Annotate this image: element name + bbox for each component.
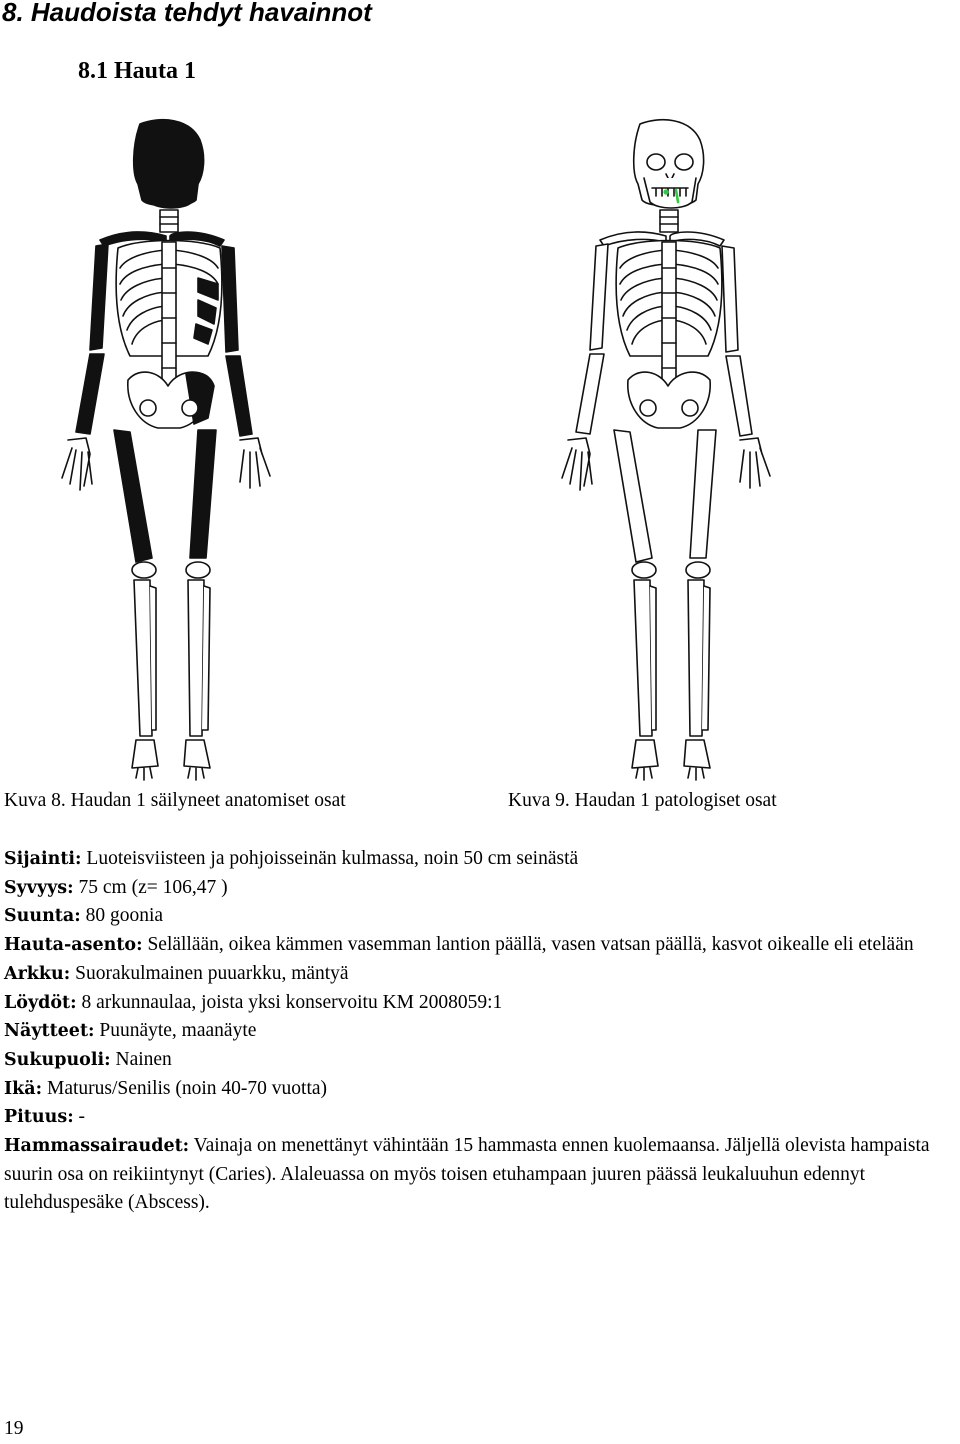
field-location: [4, 845, 960, 874]
field-label: Sijainti:: [4, 849, 82, 869]
field-label: Arkku:: [4, 963, 71, 984]
humerus-bone: [222, 246, 238, 352]
field-coffin: [4, 960, 960, 989]
humerus-bone: [90, 244, 108, 350]
forearm-bone: [76, 354, 104, 434]
forearm-bone: [576, 354, 604, 434]
femur-bone: [614, 430, 652, 562]
tibia-bone: [188, 580, 204, 736]
field-height: [4, 1103, 960, 1132]
foot-bones: [632, 740, 658, 780]
field-value: Maturus/Senilis (noin 40-70 vuotta): [42, 1077, 328, 1099]
field-value: Nainen: [110, 1048, 172, 1070]
field-value: 75 cm (z= 106,47 ): [73, 876, 228, 898]
field-depth: [4, 874, 960, 903]
hand-bones: [562, 438, 592, 490]
humerus-bone: [722, 246, 738, 352]
hand-bones: [240, 438, 270, 488]
field-label: Hauta-asento:: [4, 935, 143, 956]
field-value: 8 arkunnaulaa, joista yksi konservoitu KM 2008059:1: [76, 991, 503, 1013]
caries-mark: [664, 190, 668, 194]
femur-bone: [690, 430, 716, 558]
field-label: Näytteet:: [4, 1021, 95, 1042]
figure-caption-pathology: Kuva 9. Haudan 1 patologiset osat: [508, 790, 777, 811]
mandible-bone: [644, 178, 696, 208]
burial-info: [4, 845, 960, 1218]
figure-caption-preserved: Kuva 8. Haudan 1 säilyneet anatomiset osat: [4, 790, 346, 811]
section-title: 8. Haudoista tehdyt havainnot: [2, 0, 372, 27]
field-age: [4, 1075, 960, 1104]
field-label: Pituus:: [4, 1107, 74, 1128]
field-label: Löydöt:: [4, 992, 77, 1013]
field-sex: [4, 1046, 960, 1075]
field-burial-position: [4, 931, 960, 960]
tibia-bone: [634, 580, 652, 736]
hand-bones: [740, 438, 770, 488]
field-dental-diseases: [4, 1132, 960, 1218]
field-label: Sukupuoli:: [4, 1049, 111, 1070]
forearm-bone: [726, 356, 752, 436]
field-value: Vainaja on menettänyt vähintään 15 hammasta ennen kuolemaansa. Jäljellä olevista hampaista suurin osa on reikiintynyt (Caries). Alaleuassa on myös toisen etuhampaan juuren päässä leukaluuhun edennyt tulehduspesäke (Abscess).: [4, 1135, 930, 1214]
field-direction: [4, 902, 960, 931]
mandible-bone: [144, 178, 196, 208]
skeleton-preserved-figure: [48, 118, 276, 782]
field-label: Hammassairaudet:: [4, 1136, 190, 1157]
femur-bone: [114, 430, 152, 562]
field-value: Puunäyte, maanäyte: [94, 1020, 257, 1042]
subsection-title: 8.1 Hauta 1: [78, 58, 197, 84]
cervical-vertebrae: [660, 210, 678, 232]
field-label: Ikä:: [4, 1078, 43, 1099]
humerus-bone: [590, 244, 608, 350]
field-value: Suorakulmainen puuarkku, mäntyä: [70, 962, 349, 984]
field-finds: [4, 989, 960, 1018]
spine: [162, 242, 176, 392]
cervical-vertebrae: [160, 210, 178, 232]
forearm-bone: [226, 356, 252, 436]
field-value: Luoteisviisteen ja pohjoisseinän kulmassa, noin 50 cm seinästä: [81, 848, 579, 869]
field-label: Suunta:: [4, 906, 81, 927]
tibia-bone: [134, 580, 152, 736]
skeleton-pathology-figure: [548, 118, 776, 782]
foot-bones: [684, 740, 710, 780]
field-value: 80 goonia: [80, 905, 164, 927]
spine: [662, 242, 676, 392]
hand-bones: [62, 438, 92, 490]
field-value: -: [73, 1106, 86, 1128]
foot-bones: [184, 740, 210, 780]
foot-bones: [132, 740, 158, 780]
femur-bone: [190, 430, 216, 558]
tibia-bone: [688, 580, 704, 736]
field-value: Selällään, oikea kämmen vasemman lantion päällä, vasen vatsan päällä, kasvot oikealle eli etelään: [142, 934, 914, 956]
field-label: Syvyys:: [4, 877, 74, 898]
field-samples: [4, 1017, 960, 1046]
page-number: 19: [4, 1418, 24, 1439]
